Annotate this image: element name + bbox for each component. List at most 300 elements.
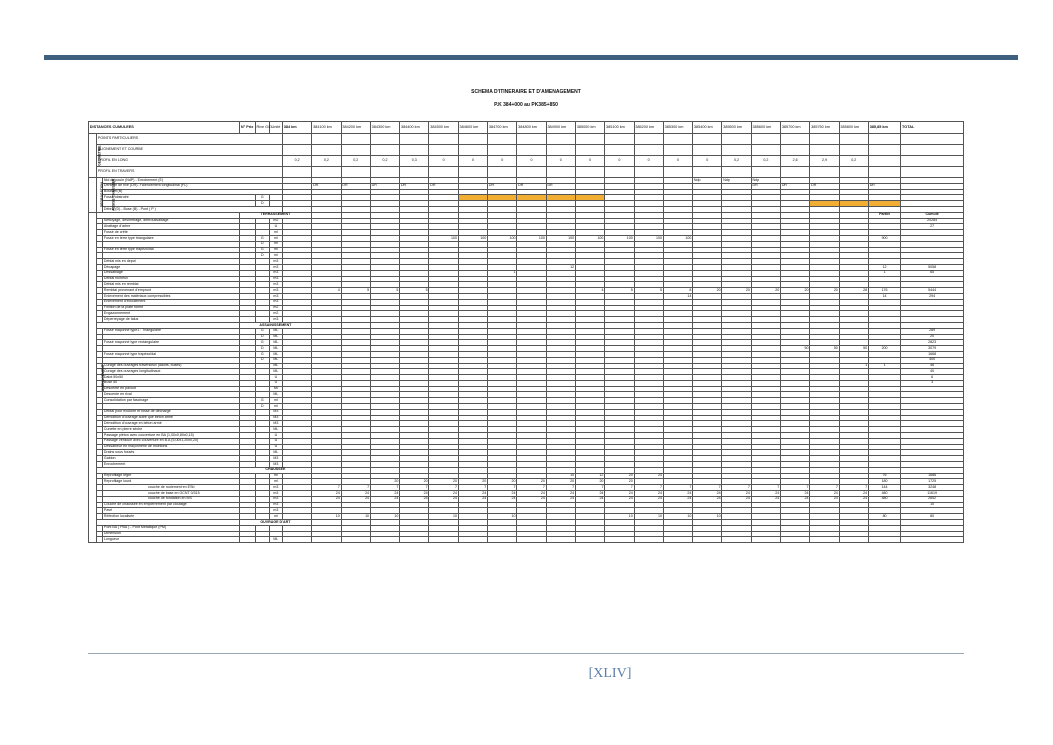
quantity-cell: 10 [605, 514, 634, 520]
geometry-cell [400, 145, 429, 156]
item-label: Gabion [103, 456, 239, 462]
pk-header: 384700 km [488, 122, 517, 134]
quantity-cell: 24 [634, 496, 663, 502]
cumule-cell: 10 [901, 502, 964, 508]
unit-cell: ml [269, 404, 282, 410]
item-label: couche de roulement en ESb [103, 485, 239, 491]
profil-long-value: 0,2 [312, 156, 341, 167]
item-label: Fosse en terre type trapézoïdal [103, 247, 239, 253]
geometry-row-label: POINTS PARTICULIERS [97, 134, 283, 145]
quantity-cell [312, 537, 341, 543]
cumule-cell: 289 [901, 328, 964, 334]
item-label: Dimension [103, 531, 239, 537]
quantity-cell: 24 [517, 496, 546, 502]
cumule-cell: 20284 [901, 218, 964, 224]
geometry-cell [605, 167, 634, 178]
profil-long-value: 0 [575, 156, 604, 167]
unit-cell: m3 [269, 508, 282, 514]
quantity-cell: 20 [693, 288, 722, 294]
quantity-cell: 7 [810, 485, 839, 491]
unit-cell: ML [269, 427, 282, 433]
item-label: Pont BA ( PBA ) - Pont Metallique (PM) [103, 525, 239, 531]
cumule-cell: 40 [901, 369, 964, 375]
geometry-cell [312, 145, 341, 156]
item-label: Déblai pour exutoire et fosse de décharge [103, 409, 239, 415]
quantity-cell: 10 [488, 514, 517, 520]
item-label: Déblai mis en remblai [103, 282, 239, 288]
quantity-cell: 10 [312, 514, 341, 520]
quantity-cell: 24 [810, 491, 839, 497]
item-label: Passage véhicule avec couverture en B.A (5,00x1,20x0,20) [103, 438, 239, 444]
profil-long-value: 0,2 [282, 156, 311, 167]
item-label: Fosse en terre type triangulaire [103, 235, 239, 241]
geometry-cell [546, 167, 575, 178]
unit-cell: ml [269, 253, 282, 259]
partiel-cell: 14 [868, 293, 900, 299]
n-prix-header: N° Prix [239, 122, 255, 134]
rive-cell: G [255, 328, 269, 334]
degradation-group-label-text: DEGRADATION [99, 182, 104, 208]
quantity-cell: 7 [370, 485, 399, 491]
item-label: Cunette en pierre sèche [103, 427, 239, 433]
geometry-cell [839, 134, 868, 145]
quantity-cell: 24 [517, 491, 546, 497]
unit-cell: M3 [269, 421, 282, 427]
quantity-cell: 24 [575, 496, 604, 502]
profil-long-value: 0,2 [839, 156, 868, 167]
quantity-cell: 24 [839, 496, 868, 502]
geometry-cell [901, 156, 964, 167]
amenagement-group-label [89, 212, 105, 542]
quantity-cell [341, 537, 370, 543]
cumule-cell: 5444 [901, 288, 964, 294]
profil-long-value: 0 [517, 156, 546, 167]
quantity-cell: 12 [546, 264, 575, 270]
geometry-cell [722, 134, 751, 145]
unit-cell: M3 [269, 409, 282, 415]
cumule-cell: 400 [901, 357, 964, 363]
quantity-cell [575, 537, 604, 543]
cumule-cell: 20 [901, 334, 964, 340]
geometry-row-label: ALIGNEMENT ET COURBE [97, 145, 283, 156]
quantity-cell: 7 [517, 485, 546, 491]
pk-header: 384400 km [400, 122, 429, 134]
geometry-cell [575, 167, 604, 178]
quantity-cell: 50 [810, 346, 839, 352]
item-label: Enlèvement des matériaux compressibles [103, 293, 239, 299]
quantity-cell: 24 [781, 496, 810, 502]
profil-long-value: 0,2 [341, 156, 370, 167]
partiel-cell: 480 [868, 491, 900, 497]
quantity-cell: 24 [312, 496, 341, 502]
unit-cell: ml [269, 235, 282, 241]
partiel-cell: 480 [868, 496, 900, 502]
profil-long-value: 0 [605, 156, 634, 167]
geometry-cell [810, 134, 839, 145]
itinerary-schedule-table [88, 121, 964, 543]
unit-cell: ml [269, 473, 282, 479]
rive-cell: D [255, 357, 269, 363]
unite-header: Unité [269, 122, 282, 134]
geometry-cell [282, 167, 311, 178]
quantity-cell [605, 537, 634, 543]
geometry-cell [517, 134, 546, 145]
unit-cell: m3 [269, 282, 282, 288]
quantity-cell: 7 [663, 485, 692, 491]
unit-cell: ML [269, 334, 282, 340]
geometry-cell [839, 145, 868, 156]
geometry-cell [517, 145, 546, 156]
item-label: Passage piéton avec couverture en BA (1,00x0,80x0,15) [103, 433, 239, 439]
cumule-cell: 65 [901, 270, 964, 276]
geometry-cell [634, 134, 663, 145]
geometry-cell [341, 145, 370, 156]
profil-long-value: 0 [488, 156, 517, 167]
quantity-cell: 10 [429, 514, 458, 520]
cumule-cell: 3 [901, 380, 964, 386]
geometry-cell [605, 145, 634, 156]
quantity-cell [810, 537, 839, 543]
degradation-row-label: Nid de poule (NdP) - Enrobement (E) [103, 178, 283, 184]
quantity-cell: 10 [370, 514, 399, 520]
geometry-cell [605, 134, 634, 145]
profil-long-value: 2,6 [781, 156, 810, 167]
geometry-cell [663, 134, 692, 145]
pk-header: 384 km [282, 122, 311, 134]
degradation-code: DR [868, 183, 900, 189]
document-title: SCHEMA D'ITINERAIRE ET D'AMENAGEMENT [471, 89, 581, 95]
cumule-cell [901, 537, 964, 543]
amenagement-row [89, 537, 964, 543]
item-label: Remblai provenant d'emprunt [103, 288, 239, 294]
profil-long-value: 0 [693, 156, 722, 167]
geometrie-group-label [89, 134, 102, 178]
quantity-cell: 100 [605, 235, 634, 241]
cumule-cell: 2652 [901, 496, 964, 502]
document-subtitle: P.K 384+000 au PK385+850 [494, 102, 558, 108]
geometry-row-label: PROFIL EN LONG [97, 156, 283, 167]
cumule-cell: 1725 [901, 479, 964, 485]
degradation-row-label: Fosse obstruée [103, 195, 256, 201]
unit-cell: m3 [269, 276, 282, 282]
degradation-row-label: Dentelle de rive (DR)- Faïencement longitudinal (FL) [103, 183, 283, 189]
item-label: Reprofilage léger [103, 473, 239, 479]
rive-header: Rive G/D [255, 122, 269, 134]
quantity-cell: 24 [546, 496, 575, 502]
quantity-cell: 24 [663, 491, 692, 497]
quantity-cell [722, 537, 751, 543]
geometry-cell [488, 134, 517, 145]
degradation-code: DR [751, 183, 780, 189]
item-label: Reprofilage lourd [103, 479, 239, 485]
section-title: TERRASSEMENT [239, 212, 312, 218]
pk-header: 385700 km [781, 122, 810, 134]
quantity-cell [634, 537, 663, 543]
geometry-cell [751, 167, 780, 178]
unit-cell: ml [269, 514, 282, 520]
section-title: ASSAINISSEMENT [239, 322, 312, 328]
quantity-cell: 7 [312, 485, 341, 491]
cumule-cell: 5058 [901, 264, 964, 270]
quantity-cell: 14 [663, 293, 692, 299]
unit-cell: ML [269, 392, 282, 398]
rive-cell: G [255, 235, 269, 241]
geometry-cell [634, 167, 663, 178]
degradation-code: DR [370, 183, 399, 189]
item-label: Enlèvement d'éboulement [103, 299, 239, 305]
item-label: Fossé maçonné type trapézoïdal [103, 351, 239, 357]
quantity-cell: 24 [634, 491, 663, 497]
quantity-cell: 20 [605, 473, 634, 479]
item-label: Fossé maçonné type1 : Triangulaire [103, 328, 239, 334]
quantity-cell: 24 [400, 496, 429, 502]
profil-long-value: 0 [458, 156, 487, 167]
section-title: OUVRAGE D'ART [239, 520, 312, 526]
quantity-cell: 24 [751, 491, 780, 497]
quantity-cell: 24 [429, 491, 458, 497]
quantity-cell: 7 [781, 485, 810, 491]
unit-cell: m3 [269, 496, 282, 502]
item-label: Fossé maçonné type rectangulaire [103, 340, 239, 346]
quantity-cell: 20 [810, 288, 839, 294]
quantity-cell: 20 [370, 479, 399, 485]
quantity-cell: 7 [546, 485, 575, 491]
geometry-cell [868, 145, 900, 156]
quantity-cell: 24 [605, 496, 634, 502]
quantity-cell: 100 [458, 235, 487, 241]
quantity-cell: 7 [575, 485, 604, 491]
partiel-cell: 12 [868, 264, 900, 270]
quantity-cell: 20 [488, 479, 517, 485]
cumule-cell: 1668 [901, 351, 964, 357]
unit-cell: U [269, 433, 282, 439]
rive-cell: D [255, 334, 269, 340]
item-label: couche de base en GCNT 0/315 [103, 491, 239, 497]
unit-cell: ml [269, 398, 282, 404]
geometry-cell [868, 156, 900, 167]
geometry-cell [901, 167, 964, 178]
quantity-cell: 24 [839, 491, 868, 497]
pk-header: 384800 km [517, 122, 546, 134]
quantity-cell [429, 537, 458, 543]
pk-header: 385400 km [693, 122, 722, 134]
unit-cell: U [269, 444, 282, 450]
profil-long-value: 0 [546, 156, 575, 167]
quantity-cell [839, 537, 868, 543]
item-label: Fossé de crête [103, 230, 239, 236]
unit-cell: U [269, 224, 282, 230]
quantity-cell: 28 [839, 288, 868, 294]
quantity-cell: 24 [458, 491, 487, 497]
item-label: Démolition d'ouvrage en béton armé [103, 421, 239, 427]
cumule-header: Cumulé [901, 212, 964, 218]
unit-cell: Ml [269, 386, 282, 392]
item-label: Curage des ouvrages longitudinaux [103, 369, 239, 375]
geometry-cell [901, 145, 964, 156]
item-label: Décapage [103, 264, 239, 270]
item-label: Engazonnement [103, 311, 239, 317]
unit-cell: M3 [269, 462, 282, 468]
partiel-cell: 80 [868, 514, 900, 520]
n-prix-cell [239, 537, 255, 543]
item-label: Déblai mis en depot [103, 259, 239, 265]
partiel-cell: 176 [868, 288, 900, 294]
item-label: Dessablage [103, 270, 239, 276]
quantity-cell: 24 [429, 496, 458, 502]
quantity-cell: 1 [839, 363, 868, 369]
quantity-cell: 10 [341, 514, 370, 520]
item-label: Longueur [103, 537, 239, 543]
geometry-cell [810, 167, 839, 178]
degradation-group-label [89, 178, 104, 213]
pk-header: 385600 km [751, 122, 780, 134]
geometry-cell [722, 145, 751, 156]
quantity-cell: 20 [458, 479, 487, 485]
pk-header: 384300 km [370, 122, 399, 134]
quantity-cell: 100 [546, 235, 575, 241]
quantity-cell: 24 [751, 496, 780, 502]
geometry-cell [488, 167, 517, 178]
quantity-cell: 24 [488, 491, 517, 497]
quantity-cell [282, 537, 311, 543]
cumule-cell: 6 [901, 375, 964, 381]
cumule-cell: 1686 [901, 473, 964, 479]
geometry-cell [693, 134, 722, 145]
pk-header: 384500 km [429, 122, 458, 134]
unit-cell: m3 [269, 288, 282, 294]
profil-long-value: 0 [429, 156, 458, 167]
geometry-row [89, 145, 964, 156]
quantity-cell: 50 [781, 346, 810, 352]
cumule-cell: 11619 [901, 491, 964, 497]
quantity-cell: 7 [400, 485, 429, 491]
item-label: Descente en rival [103, 392, 239, 398]
degradation-row-label: Débris (D) - Buse (B) - Pont ( P ) [103, 206, 283, 212]
quantity-cell: 24 [722, 496, 751, 502]
unit-cell: U [269, 438, 282, 444]
rive-cell: D [255, 404, 269, 410]
unit-cell: ML [269, 369, 282, 375]
quantity-cell: 4 [312, 288, 341, 294]
cumule-cell: 3079 [901, 346, 964, 352]
pk-header: 385100 km [605, 122, 634, 134]
rive-cell: G [255, 351, 269, 357]
pk-header: 385500 km [722, 122, 751, 134]
top-header-bar [44, 55, 1018, 60]
item-label: Buse 50 [103, 380, 239, 386]
geometry-cell [458, 145, 487, 156]
profil-long-value: 0 [634, 156, 663, 167]
unit-cell: m3 [269, 270, 282, 276]
quantity-cell [458, 537, 487, 543]
unit-cell: m3 [269, 485, 282, 491]
quantity-cell: 24 [693, 496, 722, 502]
partiel-cell: 1 [868, 270, 900, 276]
geometrie-group-label-text: GEOMETRIE [97, 145, 102, 166]
item-label: Couche de chaussée en empierrement par cloutage [103, 502, 239, 508]
pk-header: 385300 km [663, 122, 692, 134]
quantity-cell: 20 [605, 479, 634, 485]
unit-cell: ml [269, 479, 282, 485]
degradation-code: DR [312, 183, 341, 189]
item-label: couche de fondation en MS [103, 496, 239, 502]
page-number: [XLIV] [588, 666, 632, 681]
total-header: TOTAL [901, 122, 964, 134]
quantity-cell: 24 [370, 496, 399, 502]
rive-cell: D [255, 253, 269, 259]
quantity-cell: 10 [663, 514, 692, 520]
item-label: Curage des ouvrages traversieux (dalots, buses) [103, 363, 239, 369]
quantity-cell: 5 [634, 288, 663, 294]
rive-cell: D [255, 241, 269, 247]
quantity-cell: 24 [810, 496, 839, 502]
quantity-cell: 24 [546, 491, 575, 497]
quantity-cell: 20 [429, 479, 458, 485]
quantity-cell: 24 [341, 496, 370, 502]
geometry-cell [634, 145, 663, 156]
section-title: CHAUSSEE [239, 467, 312, 473]
geometry-row [89, 167, 964, 178]
quantity-cell [488, 537, 517, 543]
unit-cell: ML [269, 351, 282, 357]
unit-cell: m3 [269, 491, 282, 497]
rive-cell [255, 537, 269, 543]
geometry-cell [341, 167, 370, 178]
quantity-cell [693, 537, 722, 543]
quantity-cell: 20 [546, 479, 575, 485]
geometry-cell [693, 145, 722, 156]
quantity-cell: 7 [839, 485, 868, 491]
unit-cell: ML [269, 357, 282, 363]
pk-header: 384100 km [312, 122, 341, 134]
partiel-cell: 144 [868, 485, 900, 491]
unit-cell: m2 [269, 305, 282, 311]
quantity-cell: 24 [312, 491, 341, 497]
quantity-cell [751, 537, 780, 543]
item-label: Dessableur en maçonnerie de moellons [103, 444, 239, 450]
pk-end-header: 385,85 km [868, 122, 900, 134]
quantity-cell: 20 [575, 479, 604, 485]
rive-cell: G [255, 195, 269, 201]
geometry-cell [370, 167, 399, 178]
item-label: Abattage d'arbre [103, 224, 239, 230]
assise-group-label-text: ASSISE CHAUSSEE [111, 178, 116, 212]
amenagement-group-label-text: AMENAGEMENT [100, 364, 105, 391]
quantity-cell [781, 537, 810, 543]
partiel-cell: 180 [868, 479, 900, 485]
geometry-cell [370, 145, 399, 156]
quantity-cell: 24 [341, 491, 370, 497]
quantity-cell: 24 [488, 496, 517, 502]
item-label: Descente en pavoot [103, 386, 239, 392]
partiel-cell: 1 [868, 363, 900, 369]
geometry-row-label: PROFIL EN TRAVERS [97, 167, 283, 178]
pk-header: 385200 km [634, 122, 663, 134]
quantity-cell: 100 [488, 235, 517, 241]
geometry-cell [546, 145, 575, 156]
quantity-cell: 5 [400, 288, 429, 294]
quantity-cell: 100 [634, 235, 663, 241]
pk-header: 384600 km [458, 122, 487, 134]
geometry-cell [575, 134, 604, 145]
quantity-cell: 10 [546, 473, 575, 479]
unit-cell: ml [269, 241, 282, 247]
quantity-cell: 20 [722, 288, 751, 294]
quantity-cell: 24 [781, 491, 810, 497]
item-label: Réfection localisée [103, 514, 239, 520]
quantity-cell: 8 [663, 288, 692, 294]
geometry-cell [400, 134, 429, 145]
